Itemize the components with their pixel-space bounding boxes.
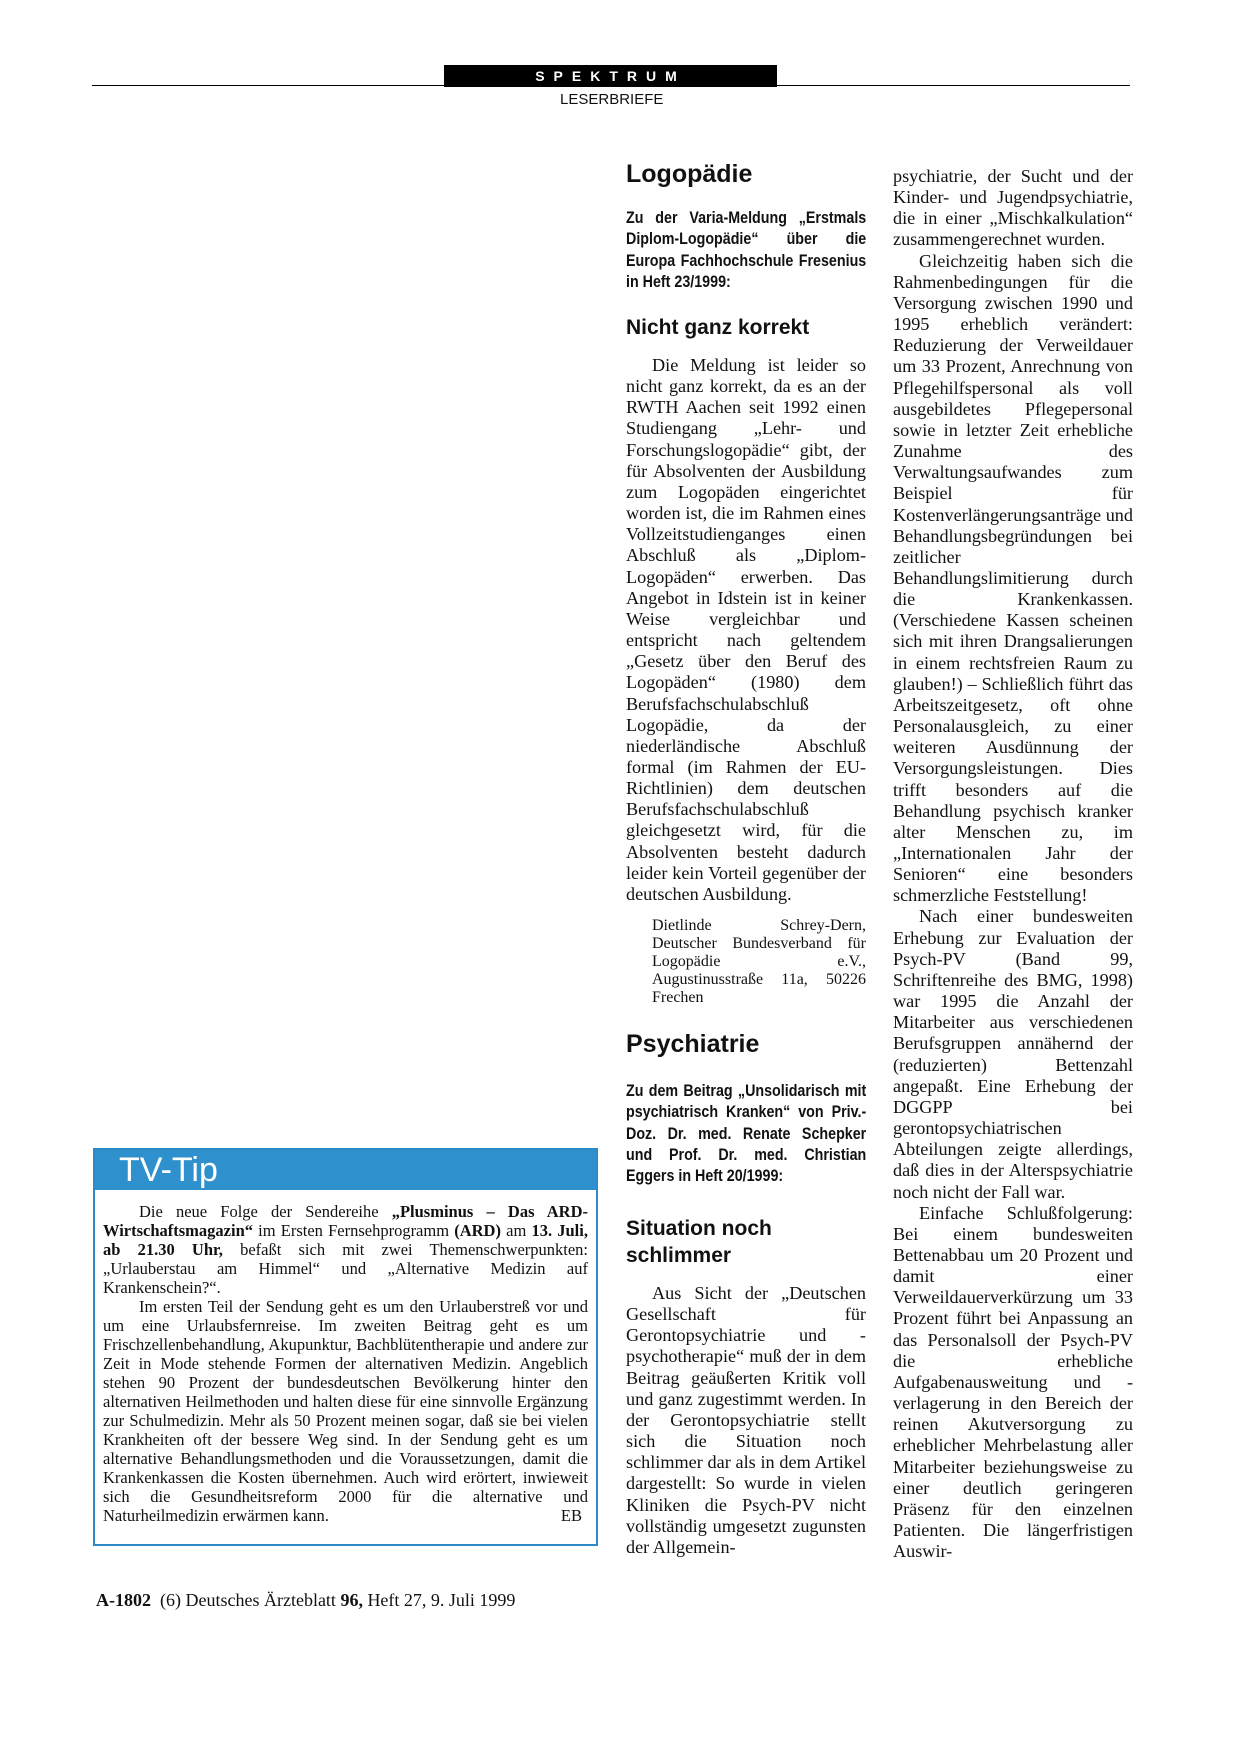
article-intro-psychiatrie: Zu dem Beitrag „Unsolidarisch mit psychiatrisch Kranken“ von Priv.-Doz. Dr. med. Renate Schepker und Prof. Dr. med. Christian Eggers in Heft 20/1999:	[626, 1081, 867, 1186]
article-title-logopaedie: Logopädie	[626, 160, 753, 188]
tv-tip-title: TV-Tip	[95, 1150, 596, 1190]
section-label: LESERBRIEFE	[560, 91, 664, 108]
volume-number: 96,	[340, 1590, 363, 1610]
broadcast-time: 13. Juli, ab 21.30 Uhr,	[103, 1221, 588, 1259]
issue-date: Heft 27, 9. Juli 1999	[362, 1590, 516, 1610]
text-run: im Ersten Fernsehprogramm	[253, 1221, 455, 1240]
body-paragraph: Aus Sicht der „Deutschen Gesellschaft für Gerontopsychiatrie und -psychotherapie“ muß der in dem Beitrag geäußerten Kritik voll und ganz zugestimmt werden. In der Gerontopsychiatrie stellt sich die Situation noch schlimmer dar als in dem Artikel dargestellt: So wurde in vielen Kliniken die Psych-PV nicht vollständig umgesetzt zugunsten der Allgemein-	[626, 1283, 866, 1557]
article-subtitle-psychiatrie: Situation noch schlimmer	[626, 1217, 772, 1267]
body-paragraph: Einfache Schlußfolgerung: Bei einem bundesweiten Bettenabbau um 20 Prozent und damit einer Verweildauerverkürzung um 33 Prozent führt bei Anpassung an das Personalsoll der Psych-PV die erhebliche Aufgabenausweitung und -verlagerung in den Bereich der reinen Akutversorgung zu erheblicher Mehrbelastung aller Mitarbeiter beziehungsweise zu einer deutlich geringeren Präsenz für den einzelnen Patienten. Die längerfristigen Auswir-	[893, 1202, 1133, 1562]
article-title-psychiatrie: Psychiatrie	[626, 1030, 760, 1058]
tv-tip-paragraph	[103, 1297, 588, 1525]
article-signature: Dietlinde Schrey-Dern, Deutscher Bundesverband für Logopädie e.V., Augustinusstraße 11a, 50226 Frechen	[652, 917, 866, 1006]
article-body-logopaedie	[626, 355, 866, 905]
tv-tip-body	[103, 1202, 588, 1525]
header-rule	[92, 85, 1130, 86]
article-subtitle-logopaedie: Nicht ganz korrekt	[626, 316, 810, 339]
author-initials: EB	[560, 1506, 582, 1525]
body-paragraph: Die Meldung ist leider so nicht ganz korrekt, da es an der RWTH Aachen seit 1992 einen Studiengang „Lehr- und Forschungslogopädie“ gibt, der für Absolventen der Ausbildung zum Logopäden eingerichtet worden ist, die im Rahmen eines Vollzeitstudienganges einen Abschluß als „Diplom-Logopäden“ erwerben. Das Angebot in Idstein ist in keiner Weise vergleichbar und entspricht nach geltendem „Gesetz über den Beruf des Logopäden“ (1980) dem Berufsfachschulabschluß Logopädie, da der niederländische Abschluß formal (im Rahmen der EU-Richtlinien) dem deutschen Berufsfachschulabschluß gleichgesetzt wird, für die Absolventen besteht dadurch leider kein Vorteil gegenüber der deutschen Ausbildung.	[626, 355, 866, 904]
body-paragraph: psychiatrie, der Sucht und der Kinder- und Jugendpsychiatrie, die in einer „Mischkalkulation“ zusammengerechnet wurden.	[893, 166, 1133, 250]
page-footer	[96, 1590, 515, 1611]
text-run: Die neue Folge der Sendereihe	[139, 1202, 392, 1221]
text-run: befaßt sich mit zwei Themenschwerpunkten: „Urlauberstau am Himmel“ und „Alternative Medizin auf Krankenschein?“.	[103, 1240, 589, 1297]
article-body-psychiatrie-col3	[893, 166, 1133, 1562]
issue-text: (6) Deutsches Ärzteblatt	[160, 1590, 341, 1610]
program-name: „Plusminus – Das ARD-Wirtschaftsmagazin“	[103, 1202, 588, 1240]
page-number: A-1802	[96, 1590, 151, 1610]
text-run: Im ersten Teil der Sendung geht es um den Urlauberstreß vor und um eine Urlaubsfernreise. Im zweiten Beitrag geht es um Frischzellenbehandlung, Akupunktur, Bachblütentherapie und andere zur Zeit in Mode stehende Formen der alternativen Medizin. Angeblich stehen 90 Prozent der bundesdeutschen Bevölkerung hinter den alternativen Heilmethoden und halten diese für eine sinnvolle Ergänzung zur Schulmedizin. Mehr als 50 Prozent meinen sogar, daß sie bei vielen Krankheiten oft der bessere Weg sind. In der Sendung geht es um alternative Behandlungsmethoden und die Voraussetzungen, damit die Krankenkassen die Kosten übernehmen. Auch wird erörtert, inwieweit sich die Gesundheitsreform 2000 für die alternative und Naturheilmedizin erwärmen kann.	[103, 1297, 588, 1525]
body-paragraph: Nach einer bundesweiten Erhebung zur Evaluation der Psych-PV (Band 99, Schriftenreihe des BMG, 1998) war 1995 die Anzahl der Mitarbeiter aus verschiedenen Berufsgruppen annähernd der (reduzierten) Bettenzahl angepaßt. Eine Erhebung der DGGPP bei gerontopsychiatrischen Abteilungen zeigte allerdings, daß dies in der Alterspsychiatrie noch nicht der Fall war.	[893, 906, 1133, 1202]
article-intro-logopaedie: Zu der Varia-Meldung „Erstmals Diplom-Logopädie“ über die Europa Fachhochschule Fresenius in Heft 23/1999:	[626, 208, 867, 291]
channel-name: (ARD)	[454, 1221, 501, 1240]
body-paragraph: Gleichzeitig haben sich die Rahmenbedingungen für die Versorgung zwischen 1990 und 1995 erheblich verändert: Reduzierung der Verweildauer um 33 Prozent, Anrechnung von Pflegehilfspersonal als voll ausgebildetes Pflegepersonal sowie in letzter Zeit erhebliche Zunahme des Verwaltungsaufwandes zum Beispiel für Kostenverlängerungsanträge und Behandlungsbegründungen bei zeitlicher Behandlungslimitierung durch die Krankenkassen. (Verschiedene Kassen scheinen sich mit ihren Drangsalierungen in einem rechtsfreien Raum zu glauben!) – Schließlich führt das Arbeitszeitgesetz, oft ohne Personalausgleich, zu einer weiteren Ausdünnung der Versorgungsleistungen. Dies trifft besonders auf die Behandlung psychisch kranker alter Menschen zu, im „Internationalen Jahr der Senioren“ eine besonders schmerzliche Feststellung!	[893, 250, 1133, 906]
article-body-psychiatrie-col2	[626, 1283, 866, 1558]
text-run: am	[500, 1221, 532, 1240]
section-banner: SPEKTRUM	[444, 65, 777, 87]
tv-tip-box	[93, 1148, 598, 1546]
tv-tip-paragraph	[103, 1202, 588, 1297]
